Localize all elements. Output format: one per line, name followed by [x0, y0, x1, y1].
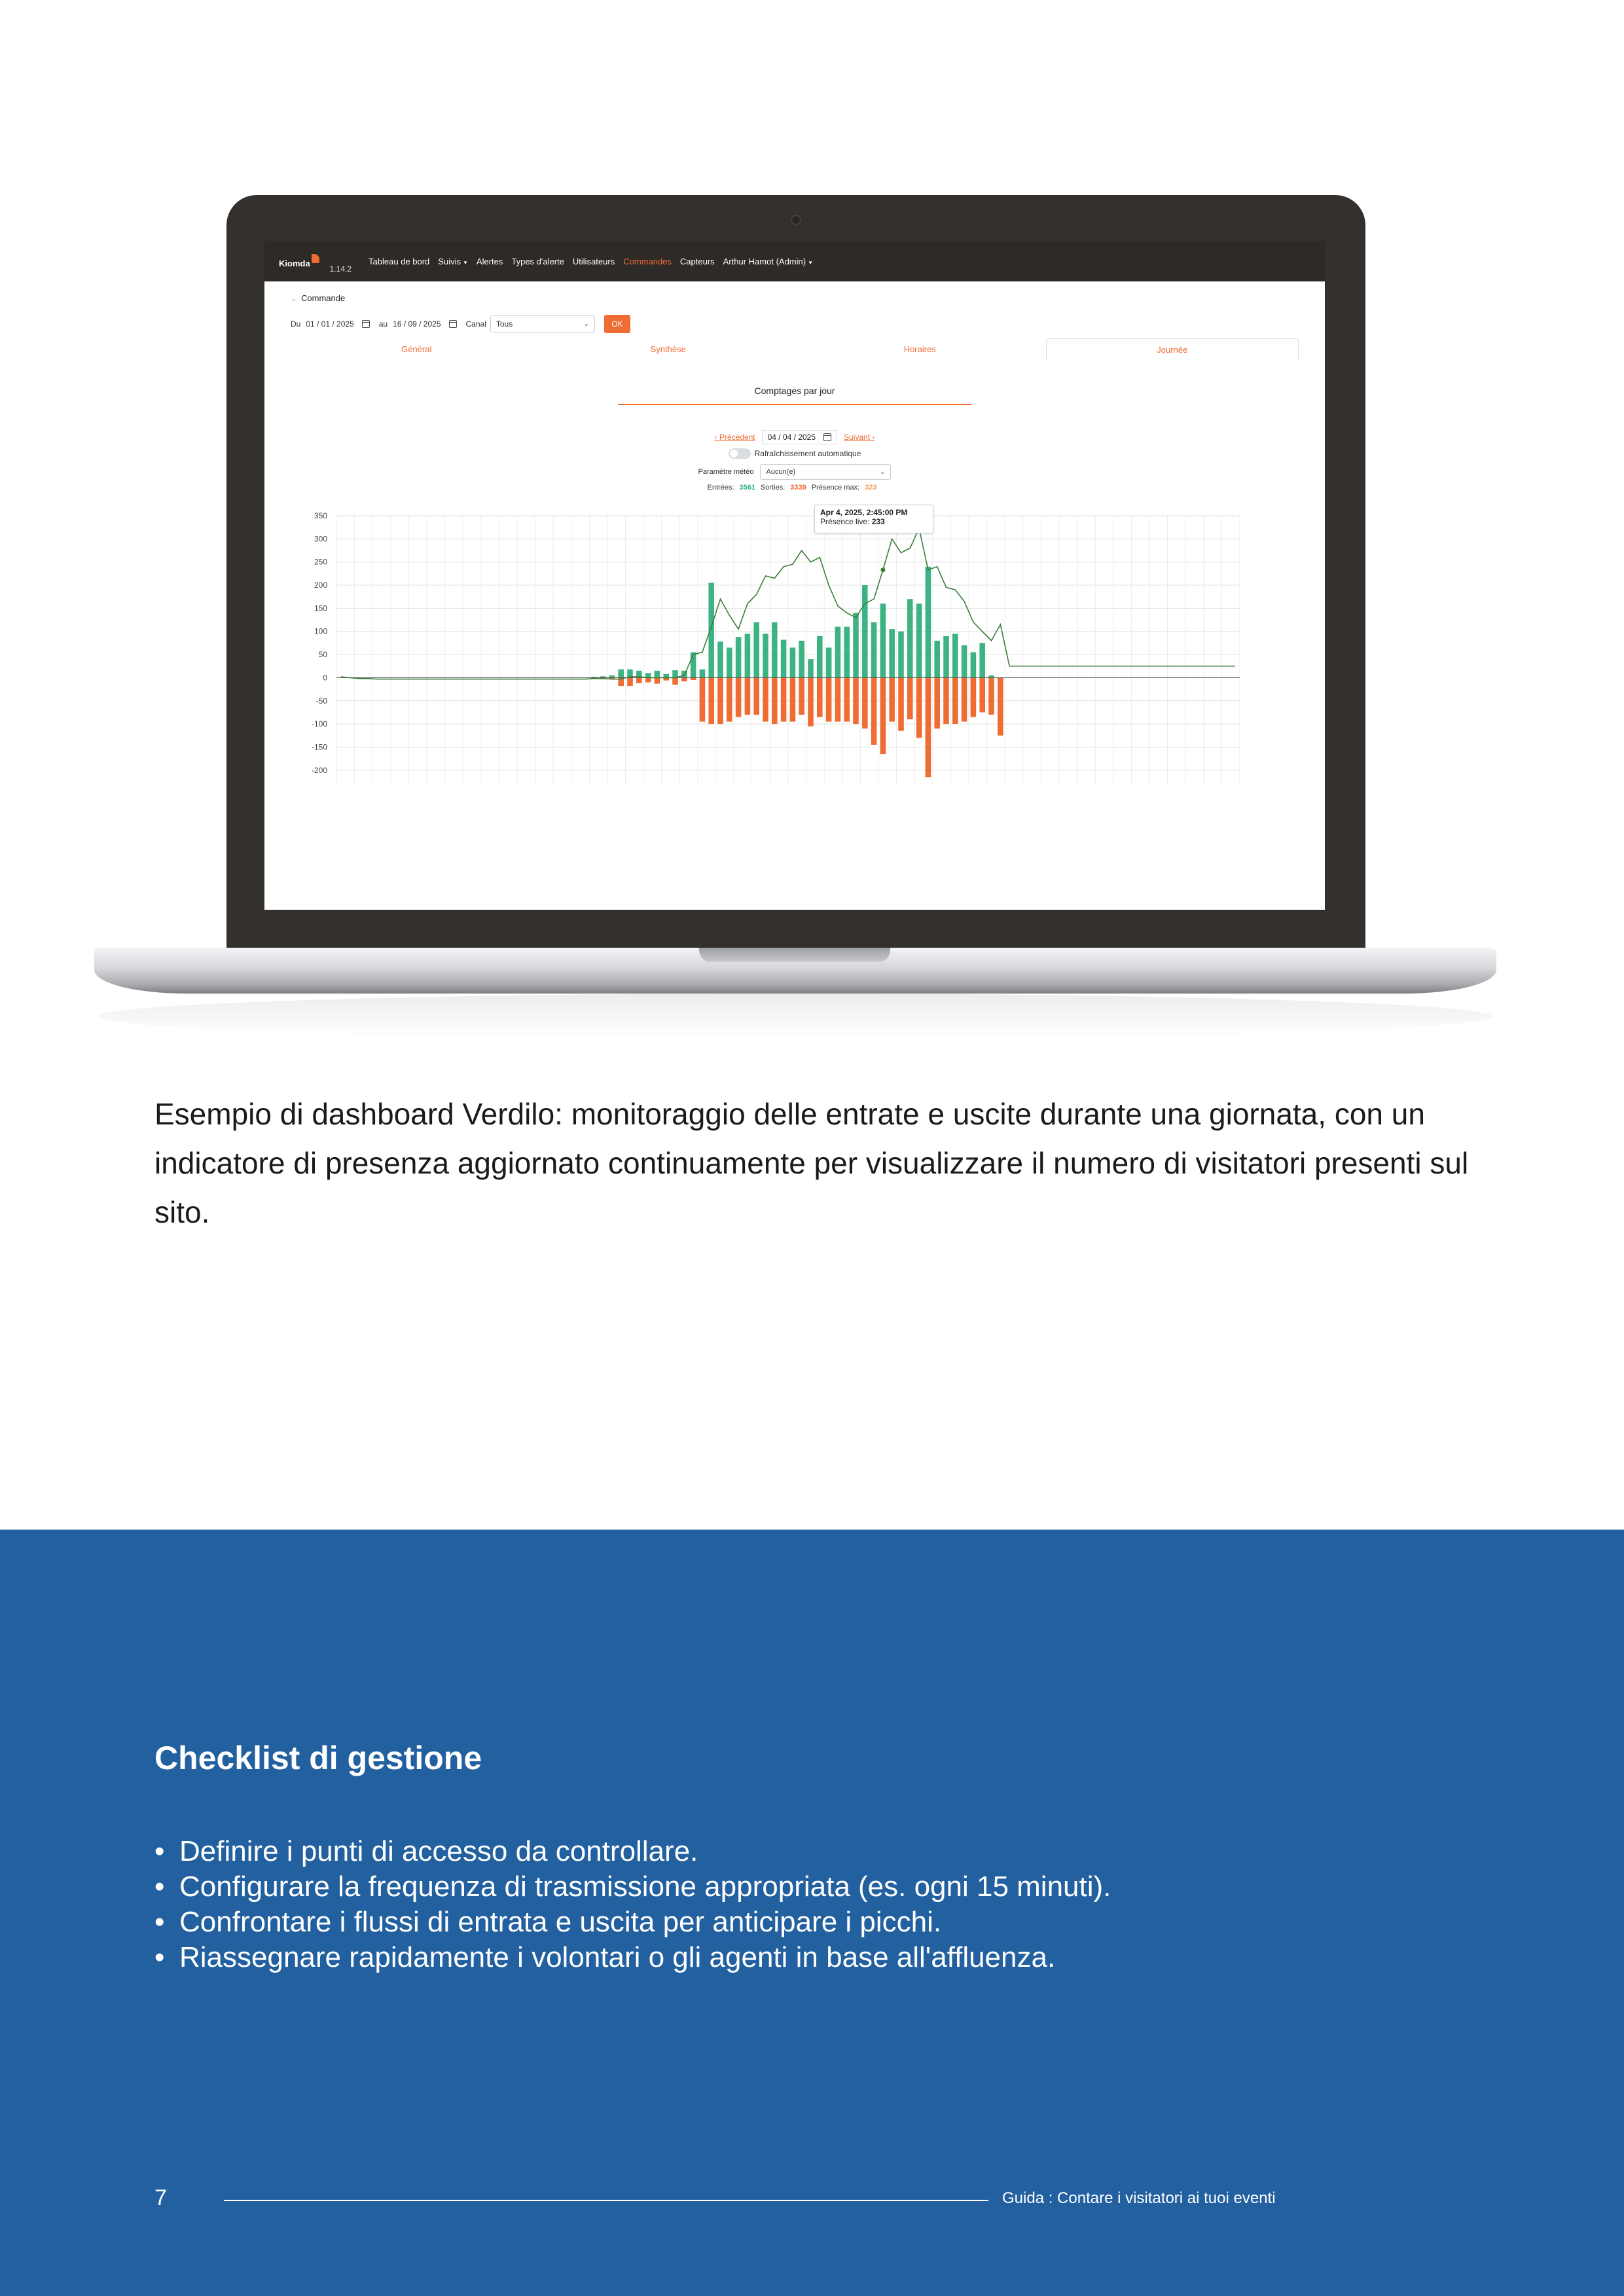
entries-bar: [862, 585, 868, 677]
checklist-item: [154, 1834, 1111, 1869]
entries-bar: [988, 675, 994, 678]
chevron-down-icon: ⌄: [880, 468, 886, 476]
entries-bar: [727, 647, 732, 677]
footer-title: Guida : Contare i visitatori ai tuoi eventi: [1002, 2189, 1276, 2207]
exits-bar: [655, 677, 660, 683]
exits-value: 3339: [790, 484, 806, 492]
exits-bar: [835, 677, 841, 721]
exits-bar: [772, 677, 778, 724]
logo-text: Kiomda: [279, 259, 310, 268]
exits-bar: [691, 677, 696, 680]
next-day-link[interactable]: Suivant ›: [844, 433, 875, 442]
y-tick-label: 350: [314, 511, 327, 520]
entries-bar: [871, 622, 877, 678]
breadcrumb-label: Commande: [301, 293, 346, 303]
y-tick-label: -150: [311, 742, 327, 752]
entries-value: 3561: [739, 484, 755, 492]
exits-bar: [681, 677, 687, 681]
laptop-notch: [699, 948, 890, 962]
entries-bar: [817, 636, 823, 678]
exits-bar: [998, 677, 1003, 735]
exits-bar: [808, 677, 814, 726]
tooltip-title: Apr 4, 2025, 2:45:00 PM: [820, 508, 908, 517]
exits-bar: [763, 677, 768, 721]
checklist-title: Checklist di gestione: [154, 1740, 482, 1776]
back-arrow-icon[interactable]: ←: [291, 293, 298, 303]
entries-bar: [663, 674, 669, 678]
previous-day-link[interactable]: ‹ Précédent: [714, 433, 755, 442]
presence-point: [880, 567, 885, 572]
nav-suivis-label: Suivis: [438, 256, 461, 266]
exits-bar: [844, 677, 850, 721]
entries-bar: [736, 637, 742, 677]
y-tick-label: -50: [316, 696, 327, 706]
to-label: au: [378, 319, 388, 329]
from-date-value: 01 / 01 / 2025: [306, 319, 354, 329]
checklist-item: [154, 1905, 1111, 1940]
y-tick-label: 100: [314, 626, 327, 636]
figure-caption: Esempio di dashboard Verdilo: monitoraggio delle entrate e uscite durante una giornata, con un indicatore di presenza aggiornato continuamente per visualizzare il numero di visitatori presenti sul sito.: [154, 1097, 1469, 1229]
checklist-item-text: Riassegnare rapidamente i volontari o gli agenti in base all'affluenza.: [179, 1941, 1056, 1973]
laptop-frame: [226, 195, 1365, 949]
channel-value: Tous: [496, 319, 513, 329]
laptop-shadow: [98, 994, 1492, 1039]
entries-bar: [926, 567, 931, 678]
exits-label: Sorties:: [760, 484, 785, 492]
next-label: Suivant: [844, 433, 871, 442]
exits-bar: [636, 677, 642, 683]
bullet-icon: •: [154, 1906, 165, 1938]
entries-bar: [672, 670, 678, 677]
entries-bar: [835, 627, 841, 678]
y-tick-label: 250: [314, 557, 327, 567]
y-tick-label: -200: [311, 765, 327, 775]
auto-refresh-label: Rafraîchissement automatique: [754, 449, 861, 458]
exits-bar: [971, 677, 977, 717]
entries-bar: [943, 636, 949, 678]
entries-bar: [691, 653, 696, 678]
entries-bar: [781, 639, 787, 677]
y-tick-label: -100: [311, 719, 327, 729]
exits-bar: [853, 677, 859, 724]
weather-label: Paramètre météo: [698, 468, 754, 476]
camera-icon: [791, 215, 801, 225]
y-tick-label: 150: [314, 603, 327, 613]
exits-bar: [934, 677, 940, 728]
nav-capteurs[interactable]: Capteurs: [679, 256, 715, 266]
caret-down-icon: ▼: [462, 259, 468, 266]
laptop-base: [94, 948, 1496, 994]
exits-bar: [672, 677, 678, 685]
entries-label: Entrées:: [707, 484, 734, 492]
entries-bar: [655, 671, 660, 678]
entries-bar: [745, 634, 751, 677]
bullet-icon: •: [154, 1871, 165, 1903]
exits-bar: [952, 677, 958, 724]
entries-bar: [971, 653, 977, 678]
exits-bar: [871, 677, 877, 745]
y-tick-label: 200: [314, 581, 327, 590]
checklist-item: [154, 1940, 1111, 1975]
tooltip-value: 233: [871, 517, 885, 526]
entries-bar: [609, 675, 615, 678]
entries-bar: [844, 627, 850, 678]
channel-label: Canal: [465, 319, 486, 329]
footer-divider: [224, 2200, 988, 2201]
entries-bar: [962, 645, 967, 677]
weather-value: Aucun(e): [766, 468, 796, 476]
presence-max-label: Présence max:: [811, 484, 860, 492]
entries-bar: [826, 647, 832, 677]
tab-horaires[interactable]: Horaires: [903, 344, 936, 354]
page-number: 7: [154, 2185, 167, 2210]
entries-bar: [708, 583, 714, 678]
exits-bar: [880, 677, 886, 754]
checklist-item: [154, 1869, 1111, 1905]
bullet-icon: •: [154, 1941, 165, 1973]
y-tick-label: 50: [318, 650, 327, 660]
exits-bar: [962, 677, 967, 721]
chevron-down-icon: ⌄: [583, 320, 589, 328]
day-date-value: 04 / 04 / 2025: [767, 433, 816, 442]
exits-bar: [799, 677, 804, 715]
exits-bar: [979, 677, 985, 712]
tab-synthese[interactable]: Synthèse: [650, 344, 686, 354]
exits-bar: [753, 677, 759, 715]
entries-bar: [808, 659, 814, 677]
entries-bar: [700, 670, 706, 678]
entries-bar: [898, 632, 904, 678]
tooltip-row: [820, 517, 928, 526]
exits-bar: [826, 677, 832, 721]
counts-chart[interactable]: [264, 241, 1325, 910]
entries-bar: [889, 629, 895, 677]
entries-bar: [753, 622, 759, 678]
checklist-item-text: Definire i punti di accesso da controllare.: [179, 1835, 698, 1867]
entries-bar: [717, 641, 723, 677]
to-date-value: 16 / 09 / 2025: [393, 319, 441, 329]
exits-bar: [907, 677, 913, 719]
nav-tableau-de-bord[interactable]: Tableau de bord: [369, 256, 430, 266]
exits-bar: [817, 677, 823, 717]
exits-bar: [736, 677, 742, 717]
exits-bar: [790, 677, 796, 721]
exits-bar: [781, 677, 787, 721]
exits-bar: [717, 677, 723, 724]
entries-bar: [979, 643, 985, 677]
bullet-icon: •: [154, 1835, 165, 1867]
exits-bar: [898, 677, 904, 730]
tab-journee[interactable]: Journée: [1046, 338, 1299, 361]
exits-bar: [745, 677, 751, 715]
checklist-item-text: Configurare la frequenza di trasmissione appropriata (es. ogni 15 minuti).: [179, 1871, 1111, 1903]
nav-types-alerte[interactable]: Types d'alerte: [511, 256, 564, 266]
checklist-item-text: Confrontare i flussi di entrata e uscita per anticipare i picchi.: [179, 1906, 942, 1938]
presence-max-value: 323: [865, 484, 877, 492]
chart-tooltip: [814, 505, 933, 533]
exits-bar: [862, 677, 868, 728]
entries-bar: [799, 641, 804, 678]
entries-bar: [907, 599, 913, 677]
entries-bar: [952, 634, 958, 677]
laptop-screen: [264, 241, 1325, 910]
exits-bar: [708, 677, 714, 724]
from-label: Du: [291, 319, 301, 329]
nav-utilisateurs[interactable]: Utilisateurs: [572, 256, 615, 266]
ok-button[interactable]: OK: [604, 315, 630, 333]
entries-bar: [934, 641, 940, 678]
tooltip-label: Présence live:: [820, 517, 870, 526]
exits-bar: [889, 677, 895, 721]
tab-general[interactable]: Général: [401, 344, 432, 354]
app-version: 1.14.2: [329, 264, 352, 274]
entries-bar: [790, 647, 796, 677]
nav-alertes[interactable]: Alertes: [476, 256, 503, 266]
exits-bar: [627, 677, 633, 686]
entries-bar: [772, 622, 778, 678]
exits-bar: [700, 677, 706, 721]
exits-bar: [916, 677, 922, 738]
entries-bar: [853, 613, 859, 677]
y-tick-label: 300: [314, 534, 327, 544]
entries-bar: [916, 603, 922, 677]
panel-title: Comptages par jour: [754, 386, 835, 396]
entries-bar: [880, 603, 886, 677]
entries-bar: [763, 634, 768, 677]
caret-down-icon: ▼: [808, 259, 813, 266]
checklist-section: [0, 1530, 1624, 2296]
exits-bar: [926, 677, 931, 777]
exits-bar: [988, 677, 994, 715]
exits-bar: [645, 677, 651, 682]
entries-bar: [618, 670, 624, 678]
user-name: Arthur Hamot (Admin): [723, 256, 806, 266]
nav-commandes[interactable]: Commandes: [623, 256, 672, 266]
y-tick-label: 0: [323, 673, 327, 683]
exits-bar: [727, 677, 732, 721]
checklist: [154, 1834, 1111, 1975]
previous-label: Précédent: [719, 433, 755, 442]
exits-bar: [943, 677, 949, 724]
